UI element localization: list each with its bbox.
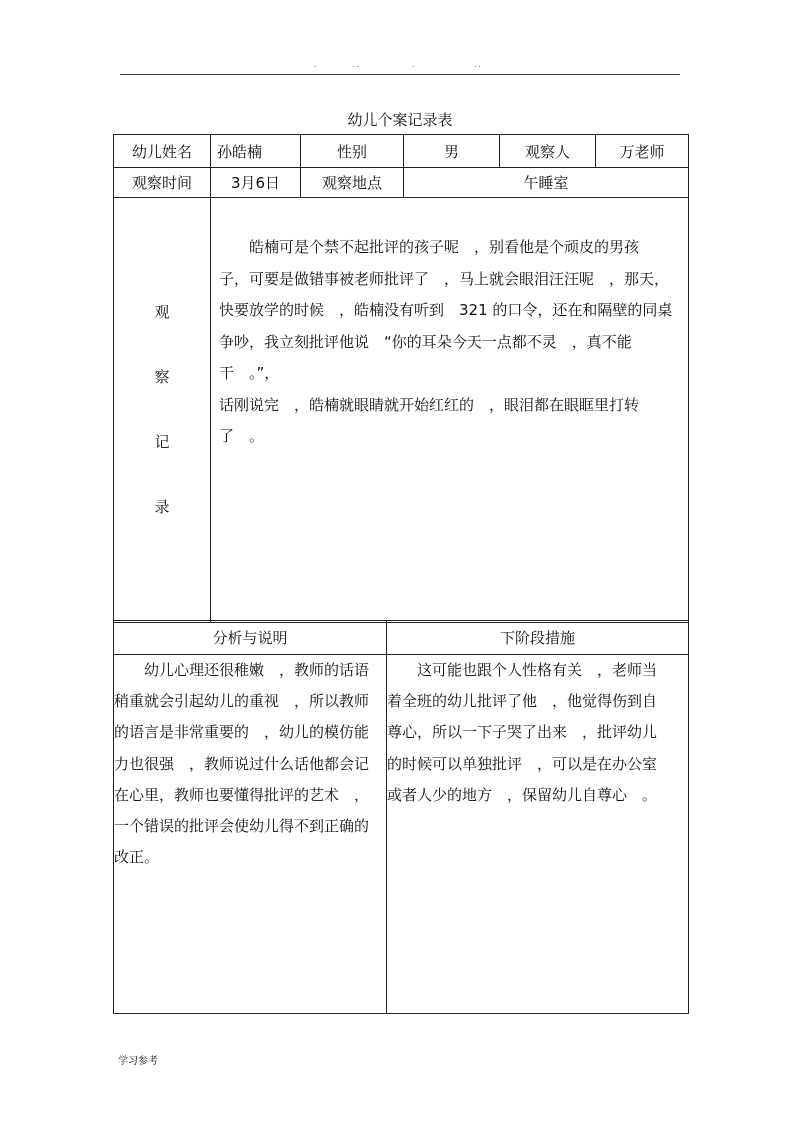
observer-label: 观察人 [500, 135, 596, 168]
observation-line: 话刚说完 ，皓楠就眼睛就开始红红的 ，眼泪都在眼眶里打转了 。 [219, 395, 640, 445]
observation-label-char: 记 [154, 433, 170, 451]
time-label: 观察时间 [114, 168, 211, 198]
observation-row [114, 198, 689, 623]
next-steps-line: 尊心，所以一下子哭了出来 ，批评幼儿 [387, 723, 658, 742]
observer-value: 万老师 [596, 135, 689, 168]
place-value: 午睡室 [404, 168, 689, 198]
name-label: 幼儿姓名 [114, 135, 211, 168]
observation-line: 快要放学的时候 ，皓楠没有听到 321 的口令，还在和隔壁的同桌 [219, 301, 673, 319]
observation-line: 争吵，我立刻批评他说 “你的耳朵今天一点都不灵 ，真不能干 。”， [219, 332, 632, 382]
next-steps-line: 的时候可以单独批评 ，可以是在办公室 [387, 754, 658, 773]
header-mark: .. [474, 60, 484, 69]
observation-line: 皓楠可是个禁不起批评的孩子呢 ，别看他是个顽皮的男孩 [219, 238, 640, 256]
observation-label-char: 观 [154, 303, 170, 321]
analysis-line: 在心里，教师也要懂得批评的艺术 ， [114, 785, 370, 804]
observation-line: 子，可要是做错事被老师批评了 ，马上就会眼泪汪汪呢 ，那天， [219, 269, 670, 288]
gender-label: 性别 [301, 135, 404, 168]
analysis-line: 一个错误的批评会使幼儿得不到正确的 [114, 817, 370, 836]
analysis-line: 改正。 [114, 848, 160, 867]
header-mark: . [314, 60, 319, 69]
next-steps-header: 下阶段措施 [387, 621, 689, 655]
observation-label [114, 198, 211, 623]
observation-text [211, 198, 689, 623]
gender-value: 男 [404, 135, 500, 168]
analysis-header: 分析与说明 [114, 621, 387, 655]
time-value: 3月6日 [211, 168, 301, 198]
name-value: 孙皓楠 [211, 135, 301, 168]
analysis-text [114, 655, 387, 1014]
analysis-line: 的语言是非常重要的 ，幼儿的模仿能 [114, 723, 370, 742]
footer-text: 学习参考 [118, 1056, 158, 1067]
header-mark: . [412, 60, 417, 69]
place-label: 观察地点 [301, 168, 404, 198]
analysis-line: 力也很强 ，教师说过什么话他都会记 [114, 754, 370, 773]
analysis-body-row [114, 655, 689, 1014]
observation-label-char: 察 [154, 368, 170, 386]
next-steps-line: 这可能也跟个人性格有关 ，老师当 [387, 661, 658, 679]
info-row-2 [114, 168, 689, 198]
next-steps-text [387, 655, 689, 1014]
observation-label-char: 录 [154, 498, 170, 516]
page-title: 幼儿个案记录表 [347, 111, 453, 129]
analysis-table [113, 620, 689, 1014]
header-rule [120, 74, 680, 75]
analysis-header-row [114, 621, 689, 655]
info-row-1 [114, 135, 689, 168]
next-steps-line: 着全班的幼儿批评了他 ，他觉得伤到自 [387, 692, 658, 711]
analysis-line: 幼儿心理还很稚嫩 ，教师的话语 [114, 661, 370, 679]
header-mark: .. [352, 60, 362, 69]
analysis-line: 稍重就会引起幼儿的重视 ，所以教师 [114, 692, 370, 711]
next-steps-line: 或者人少的地方 ，保留幼儿自尊心 。 [387, 785, 658, 804]
info-table [113, 134, 689, 623]
